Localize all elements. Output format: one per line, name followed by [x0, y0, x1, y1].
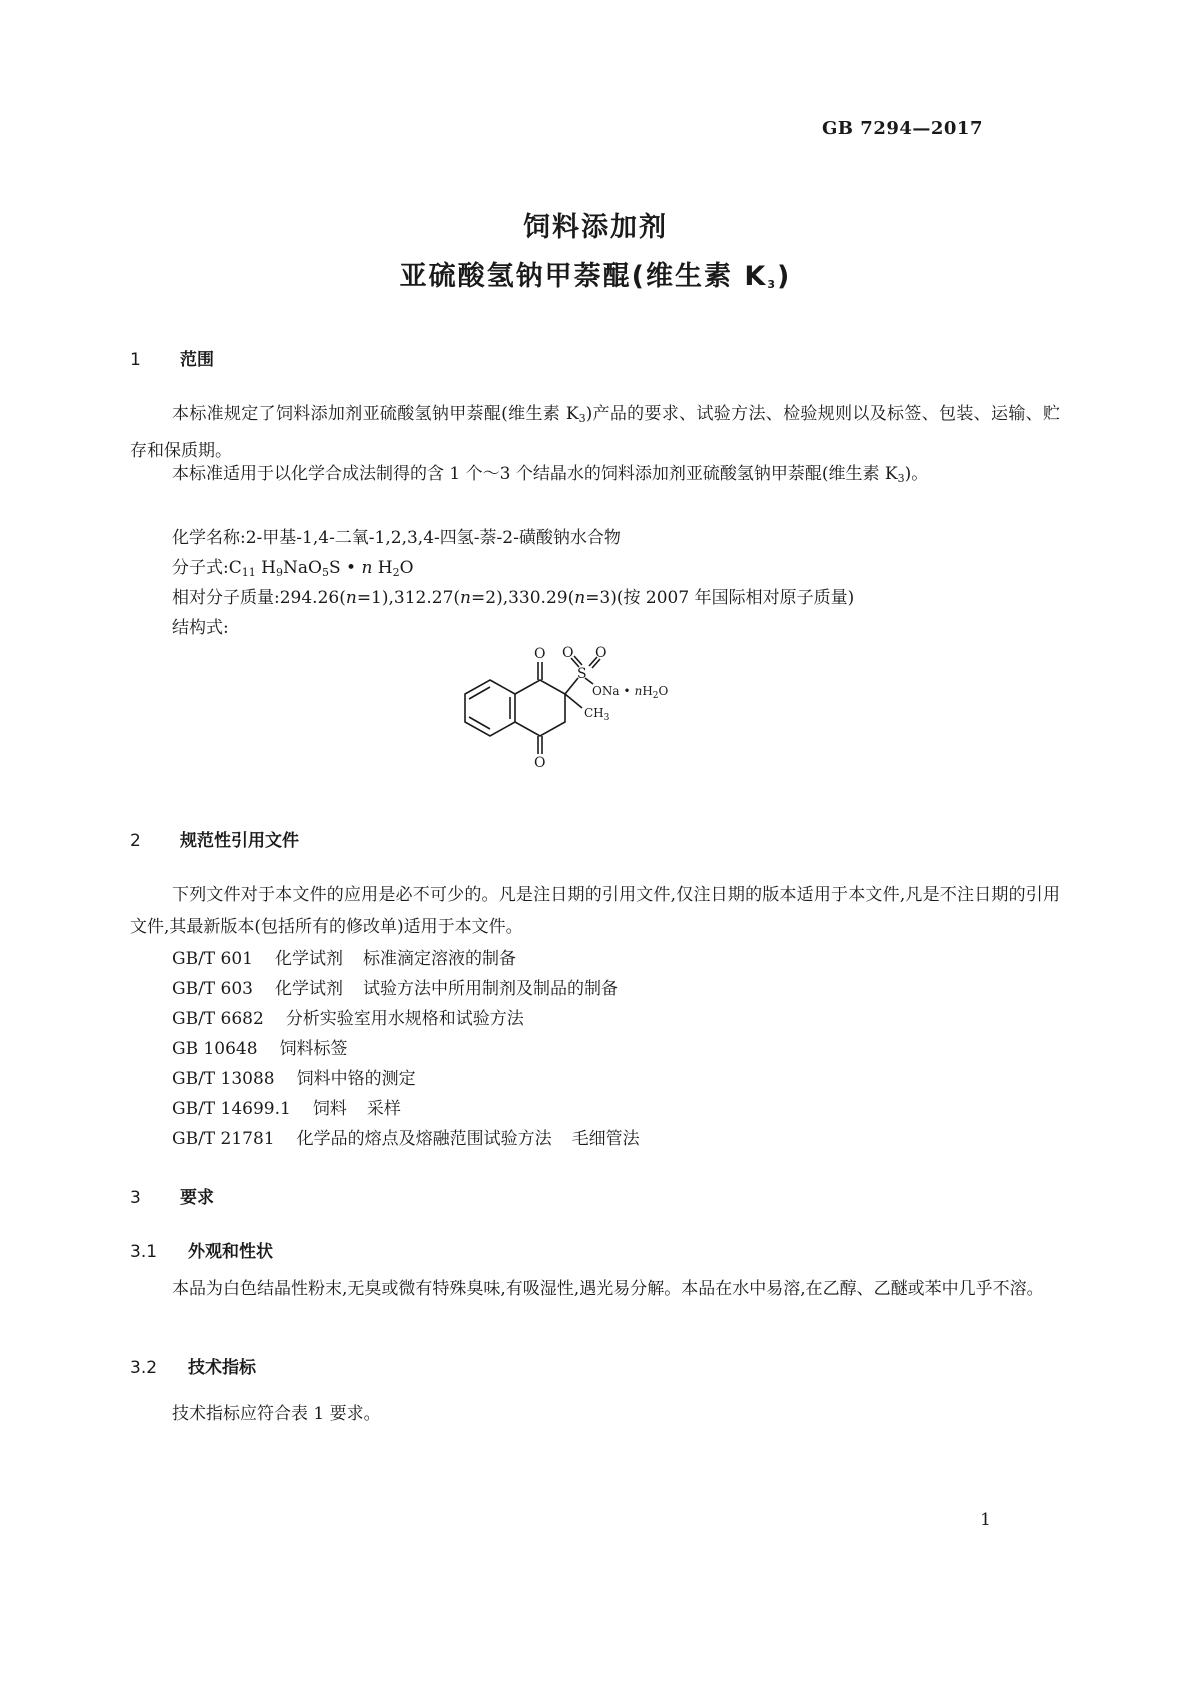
subsection-3-1-heading	[130, 1237, 273, 1262]
mass-eq: =3	[585, 588, 611, 608]
formula-subscript: 5	[321, 566, 329, 579]
formula-dot: •	[346, 558, 357, 578]
section-1-paragraph-1	[130, 398, 1060, 467]
mass-value: 294.26	[279, 588, 340, 608]
mass-note: (按 2007 年国际相对原子质量)	[616, 588, 855, 608]
subscript: 3	[578, 412, 586, 425]
reference-title-part: 毛细管法	[571, 1129, 640, 1149]
benzene-ring	[465, 680, 515, 736]
reference-title: 饲料中铬的测定	[296, 1069, 416, 1089]
formula-part: C	[228, 558, 242, 578]
reference-code: GB/T 13088	[172, 1069, 275, 1089]
reference-code: GB 10648	[172, 1039, 258, 1059]
molecular-formula	[172, 553, 414, 579]
title-main: 亚硫酸氢钠甲萘醌(维生素 K	[399, 261, 768, 292]
reference-code: GB/T 14699.1	[172, 1099, 291, 1119]
subsection-3-1-paragraph: 本品为白色结晶性粉末,无臭或微有特殊臭味,有吸湿性,遇光易分解。本品在水中易溶,在乙醇、乙醚或苯中几乎不溶。	[172, 1279, 1044, 1299]
standard-code: GB 7294—2017	[821, 118, 983, 139]
subsection-number: 3.2	[130, 1358, 158, 1378]
formula-label: 分子式:	[172, 558, 229, 578]
formula-n: n	[361, 558, 373, 578]
reference-code: GB/T 601	[172, 949, 253, 969]
section-1-paragraph-2	[130, 458, 1060, 495]
section-2-heading	[130, 826, 299, 851]
document-title-line2	[0, 254, 1191, 293]
text-run: )。	[904, 464, 929, 484]
subsection-3-2-paragraph: 技术指标应符合表 1 要求。	[172, 1404, 381, 1424]
reference-title: 饲料标签	[279, 1039, 348, 1059]
formula-part: S	[328, 558, 341, 578]
reference-item	[172, 1094, 401, 1119]
formula-part: O	[399, 558, 414, 578]
structural-formula	[440, 640, 700, 775]
reference-title: 化学试剂	[275, 949, 343, 969]
section-title: 要求	[180, 1188, 214, 1208]
formula-part: H	[261, 558, 276, 578]
section-title: 范围	[180, 350, 214, 370]
mass-value: 330.29	[508, 588, 568, 608]
sulfonyl-oxygen-left: O	[562, 645, 574, 661]
section-title: 规范性引用文件	[180, 831, 299, 851]
reference-item	[172, 1124, 640, 1149]
mass-n: n	[460, 588, 471, 608]
subsection-3-2-heading	[130, 1353, 256, 1378]
formula-part: H	[377, 558, 393, 578]
section-number: 2	[130, 831, 141, 851]
quinone-ring	[515, 680, 565, 736]
formula-subscript: 2	[392, 566, 400, 579]
relative-molecular-mass: 相对分子质量:294.26(n=1),312.27(n=2),330.29(n=3)(按 2007 年国际相对原子质量)	[172, 588, 855, 608]
subsection-number: 3.1	[130, 1242, 158, 1262]
formula-part: NaO	[282, 558, 322, 578]
oxygen-top: O	[534, 646, 546, 662]
reference-item	[172, 944, 516, 969]
reference-code: GB/T 603	[172, 979, 253, 999]
section-number: 3	[130, 1188, 141, 1208]
reference-item	[172, 974, 618, 999]
mass-value: 312.27	[393, 588, 454, 608]
formula-subscript: 11	[241, 566, 256, 579]
page-number: 1	[980, 1510, 991, 1530]
mass-label: 相对分子质量:	[172, 588, 280, 608]
document-title-line1: 饲料添加剂	[523, 212, 668, 243]
reference-title-part: 试验方法中所用制剂及制品的制备	[363, 979, 618, 999]
section-2-paragraph: 下列文件对于本文件的应用是必不可少的。凡是注日期的引用文件,仅注日期的版本适用于本文件,凡是不注日期的引用文件,其最新版本(包括所有的修改单)适用于本文件。	[130, 885, 1060, 937]
methyl-label: $CH_3$	[584, 706, 610, 723]
subsection-title: 技术指标	[188, 1358, 256, 1378]
structure-label: 结构式:	[172, 618, 229, 638]
reference-code: GB/T 21781	[172, 1129, 275, 1149]
reference-title-part: 标准滴定溶液的制备	[363, 949, 516, 969]
reference-item	[172, 1034, 348, 1059]
reference-title: 化学品的熔点及熔融范围试验方法	[296, 1129, 552, 1149]
formula-subscript: 9	[275, 566, 283, 579]
title-end: )	[776, 261, 792, 292]
reference-item	[172, 1004, 524, 1029]
ona-label: ONa • $nH_2O$	[592, 684, 669, 701]
text-run: 本标准规定了饲料添加剂亚硫酸氢钠甲萘醌(维生素 K	[172, 404, 579, 424]
title-subscript: 3	[767, 278, 777, 291]
reference-title: 分析实验室用水规格和试验方法	[285, 1009, 524, 1029]
reference-title-part: 采样	[366, 1099, 401, 1119]
reference-item	[172, 1064, 416, 1089]
section-number: 1	[130, 350, 141, 370]
oxygen-bottom: O	[534, 755, 546, 771]
reference-title: 化学试剂	[275, 979, 343, 999]
subsection-title: 外观和性状	[188, 1242, 273, 1262]
mass-n: n	[345, 588, 357, 608]
sulfonyl-oxygen-right: O	[595, 645, 607, 661]
mass-eq: =1	[356, 588, 382, 608]
section-1-heading	[130, 345, 214, 370]
sulfur-atom: S	[577, 666, 587, 682]
mass-n: n	[574, 588, 586, 608]
reference-code: GB/T 6682	[172, 1009, 264, 1029]
text-run: )产品的要求、试验方法、检验规则以及标签、包装、运输、贮存和保质期。	[130, 404, 1060, 461]
subscript: 3	[897, 472, 905, 485]
mass-eq: =2	[471, 588, 497, 608]
reference-title: 饲料	[312, 1099, 347, 1119]
section-3-heading	[130, 1183, 214, 1208]
text-run: 本标准适用于以化学合成法制得的含 1 个～3 个结晶水的饲料添加剂亚硫酸氢钠甲萘醌(维生素 K	[172, 464, 898, 484]
chemical-name: 化学名称:2-甲基-1,4-二氧-1,2,3,4-四氢-萘-2-磺酸钠水合物	[172, 528, 621, 548]
